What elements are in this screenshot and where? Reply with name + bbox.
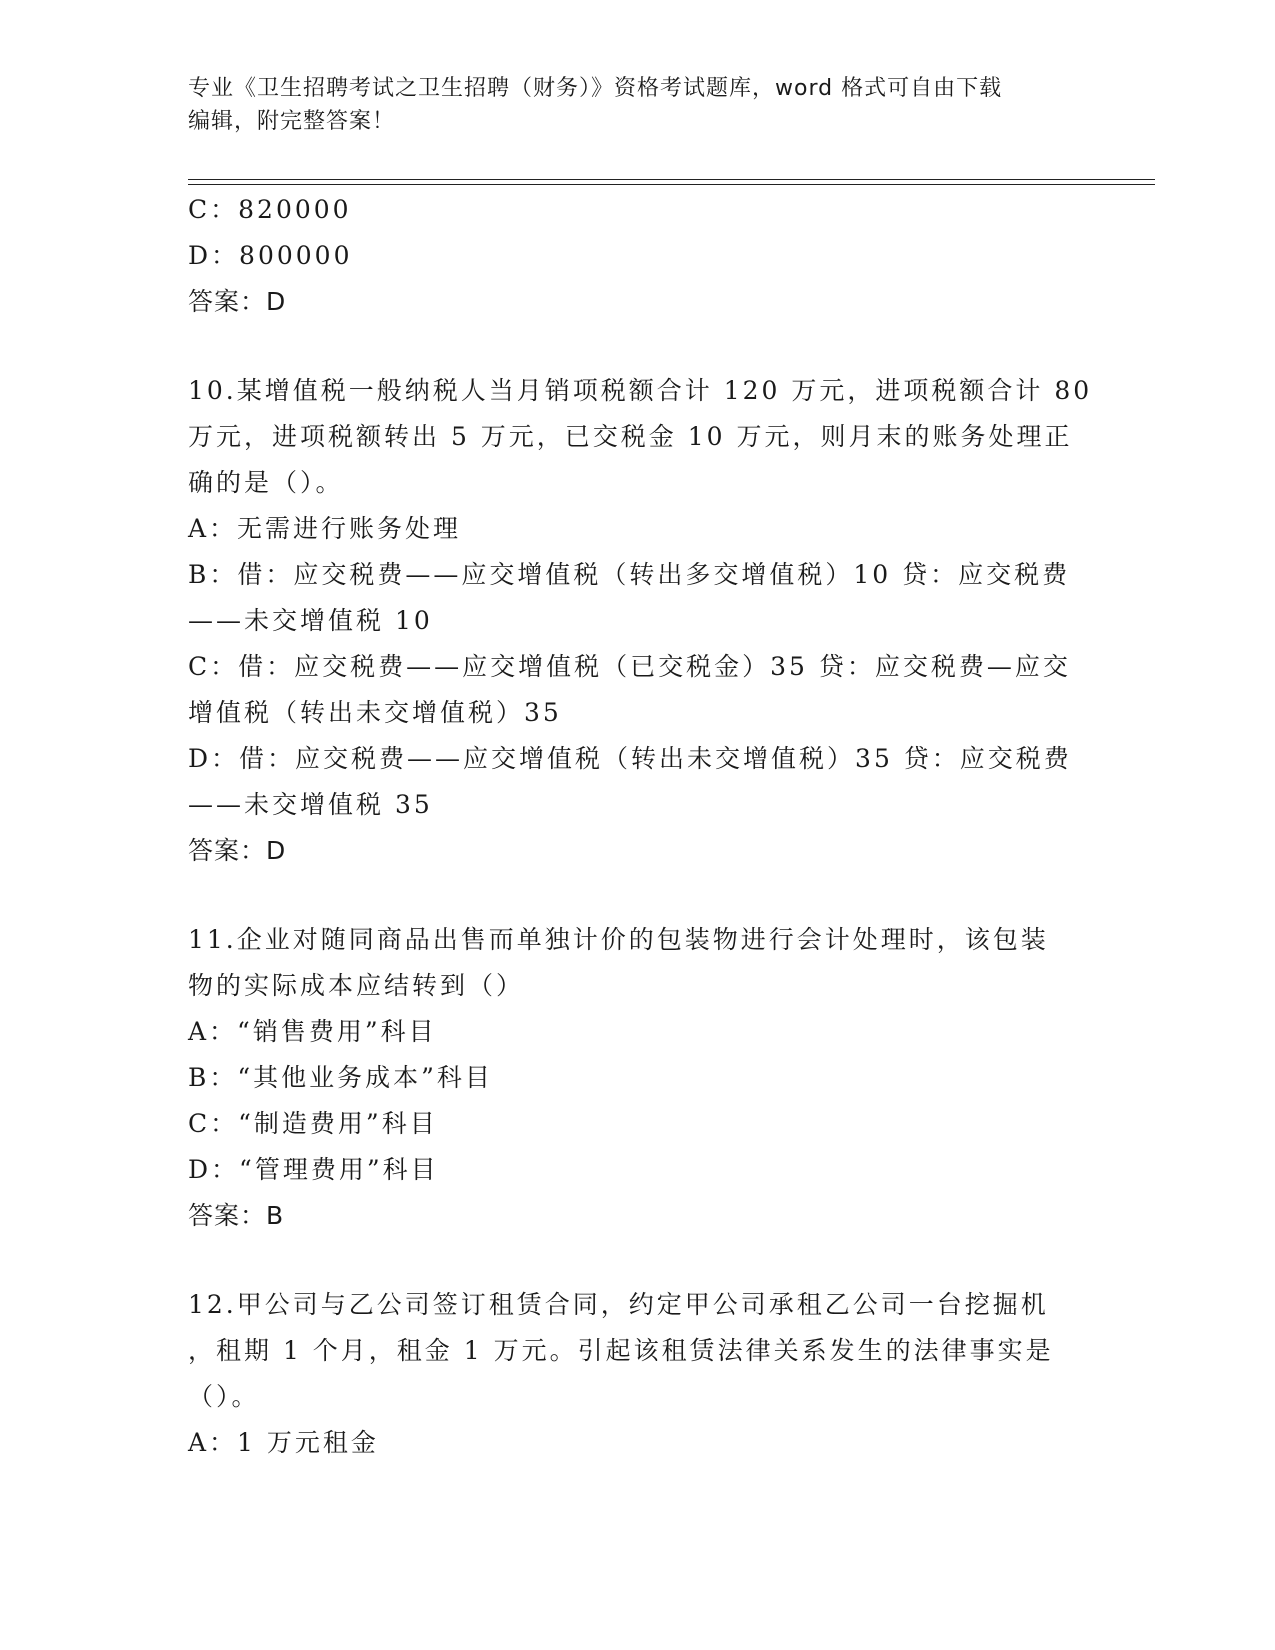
q10-option-d-line-1: D：借：应交税费——应交增值税（转出未交增值税）35 贷：应交税费 (188, 744, 1072, 773)
document-body (188, 187, 1093, 1466)
q10-stem-line-3: 确的是（）。 (188, 468, 344, 497)
q10-option-c-line-2: 增值税（转出未交增值税）35 (188, 698, 562, 727)
q11-answer: 答案：B (188, 1201, 285, 1230)
spacer (188, 325, 1088, 368)
q11-option-a: A：“销售费用”科目 (188, 1017, 437, 1046)
page-header (188, 72, 1088, 138)
q11-option-d: D：“管理费用”科目 (188, 1155, 439, 1184)
spacer (188, 1239, 1088, 1282)
q11-stem-line-2: 物的实际成本应结转到（） (188, 971, 525, 1000)
q10-answer: 答案：D (188, 836, 287, 865)
q11-option-b: B：“其他业务成本”科目 (188, 1063, 493, 1092)
q10-option-a: A：无需进行账务处理 (188, 514, 462, 543)
q10-option-d-line-2: ——未交增值税 35 (188, 790, 433, 819)
q11-option-c: C：“制造费用”科目 (188, 1109, 438, 1138)
prev-answer: 答案：D (188, 287, 287, 316)
q12-stem-line-2: ，租期 1 个月，租金 1 万元。引起该租赁法律关系发生的法律事实是 (188, 1336, 1054, 1365)
q10-option-b-line-2: ——未交增值税 10 (188, 606, 433, 635)
prev-option-c: C：820000 (188, 195, 352, 224)
header-rule-top (188, 179, 1155, 180)
prev-option-d: D：800000 (188, 241, 353, 270)
header-rule-bottom (188, 184, 1155, 185)
q10-option-c-line-1: C：借：应交税费——应交增值税（已交税金）35 贷：应交税费—应交 (188, 652, 1071, 681)
q10-stem-line-2: 万元，进项税额转出 5 万元，已交税金 10 万元，则月末的账务处理正 (188, 422, 1073, 451)
spacer (188, 874, 1088, 917)
q10-option-b-line-1: B：借：应交税费——应交增值税（转出多交增值税）10 贷：应交税费 (188, 560, 1071, 589)
q10-stem-line-1: 10.某增值税一般纳税人当月销项税额合计 120 万元，进项税额合计 80 (188, 376, 1093, 405)
q12-stem-line-1: 12.甲公司与乙公司签订租赁合同，约定甲公司承租乙公司一台挖掘机 (188, 1290, 1049, 1319)
header-line-2: 编辑，附完整答案！ (188, 109, 396, 134)
q12-option-a: A：1 万元租金 (188, 1428, 379, 1457)
header-line-1: 专业《卫生招聘考试之卫生招聘（财务）》资格考试题库，word 格式可自由下载 (188, 76, 1003, 101)
q12-stem-line-3: （）。 (188, 1382, 260, 1411)
q11-stem-line-1: 11.企业对随同商品出售而单独计价的包装物进行会计处理时，该包装 (188, 925, 1049, 954)
